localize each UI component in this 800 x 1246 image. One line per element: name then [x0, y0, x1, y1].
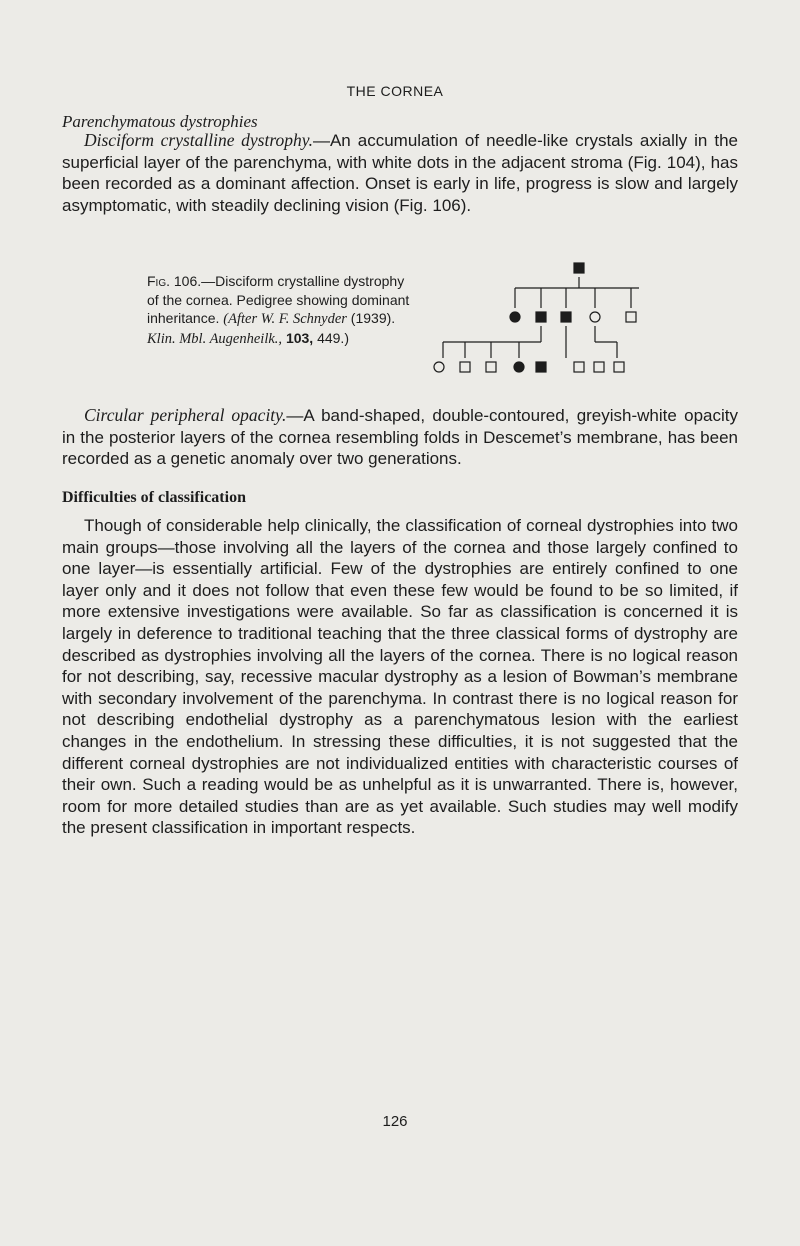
figure-citation-pages: 449.) [313, 329, 349, 346]
pedigree-affected-male [561, 312, 571, 322]
figure-citation-year: (1939). [346, 310, 396, 326]
paragraph-text: —A band-shaped, double-contoured, greyish-white opacity in the posterior layers of the cornea resembling folds in Descemet’s membrane, has been recorded as a genetic anomaly over two generations. [62, 406, 739, 469]
figure-citation-volume: 103, [285, 329, 314, 346]
pedigree-chart [420, 250, 640, 375]
figure-caption [147, 272, 419, 348]
pedigree-affected-female [514, 362, 524, 372]
pedigree-unaffected-male [574, 362, 584, 372]
pedigree-unaffected-male [594, 362, 604, 372]
pedigree-affected-male [574, 263, 584, 273]
paragraph-disciform [62, 130, 738, 216]
page-number: 126 [382, 1113, 408, 1130]
paragraph-lead: Circular peripheral opacity. [84, 405, 287, 425]
pedigree-affected-male [536, 312, 546, 322]
paragraph-circular [62, 405, 738, 470]
paragraph-classification: Though of considerable help clinically, the classification of corneal dystrophies into two main groups—those involving all the layers of the cornea and those largely confined to one layer—is essentially artificial. Few of the dystrophies are entirely confined to one layer only and it does not follow that even these few would be found to be so limited, if more extensive investigations were available. So far as classification is concerned it is largely in deference to traditional teaching that the three classical forms of dystrophy are described as dystrophies involving all the layers of the cornea. There is no logical reason for not describing, say, recessive macular dystrophy as a lesion of Bowman’s membrane with secondary involvement of the parenchyma. In contrast there is no logical reason for not describing endothelial dystrophy as a parenchymatous lesion with the earliest changes in the endothelium. In stressing these difficulties, it is not suggested that the different corneal dystrophies are not individualized entities with characteristic courses of their own. Such a reading would be as unhelpful as it is unwarranted. There is, however, room for more detailed studies than are as yet available. Such studies may well modify the present classification in important respects. [62, 516, 738, 838]
figure-citation-journal: Klin. Mbl. Augenheilk., [147, 330, 283, 347]
figure-label: Fig. 106. [147, 273, 202, 289]
pedigree-unaffected-male [460, 362, 470, 372]
pedigree-affected-male [536, 362, 546, 372]
subheading: Difficulties of classification [62, 489, 246, 506]
pedigree-unaffected-female [590, 312, 600, 322]
figure-text: —Disciform crystalline dystrophy of the cornea. Pedigree showing dominant inheritance. [147, 273, 410, 326]
pedigree-unaffected-male [486, 362, 496, 372]
pedigree-unaffected-male [614, 362, 624, 372]
paragraph-lead: Disciform crystalline dystrophy. [84, 130, 313, 150]
section-title: Parenchymatous dystrophies [62, 112, 258, 131]
running-head: THE CORNEA [346, 83, 444, 99]
pedigree-unaffected-female [434, 362, 444, 372]
paragraph-text: —An accumulation of needle-like crystals axially in the superficial layer of the parenchyma, with white dots in the adjacent stroma (Fig. 104), has been recorded as a dominant affection. Onset is early in life, progress is slow and largely asymptomatic, with steadily declining vision (Fig. 106). [62, 131, 738, 215]
figure-citation-author: (After W. F. Schnyder [223, 311, 347, 327]
pedigree-affected-female [510, 312, 520, 322]
pedigree-unaffected-male [626, 312, 636, 322]
pedigree-nodes [434, 263, 636, 372]
